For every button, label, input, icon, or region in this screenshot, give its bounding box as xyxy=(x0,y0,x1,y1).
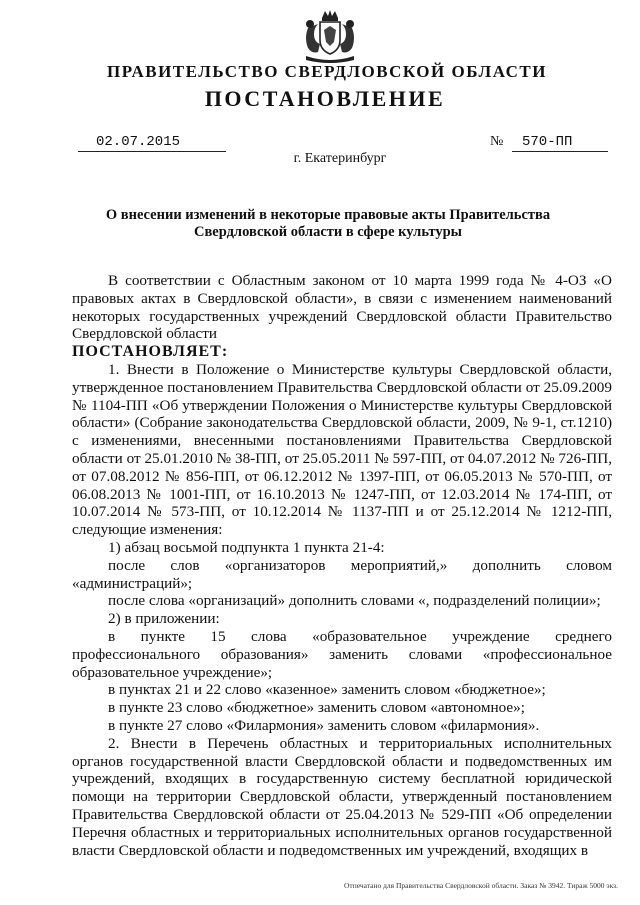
print-footer: Отпечатано для Правительства Свердловской области. Заказ № 3942. Тираж 5000 экз. xyxy=(344,881,618,890)
number-label: № xyxy=(490,134,504,149)
document-title: О внесении изменений в некоторые правовые акты Правительства Свердловской области в сфере культуры xyxy=(105,207,551,240)
document-body xyxy=(72,272,612,859)
subclause: после слов «организаторов мероприятий,» дополнить словом «администраций»; xyxy=(72,556,612,592)
subclause: 1) абзац восьмой подпункта 1 пункта 21-4: xyxy=(108,538,385,556)
coat-of-arms-icon xyxy=(300,8,360,66)
government-name: ПРАВИТЕЛЬСТВО СВЕРДЛОВСКОЙ ОБЛАСТИ xyxy=(107,62,547,81)
subclause: после слова «организаций» дополнить словами «, подразделений полиции»; xyxy=(108,592,601,610)
clause-2: 2. Внести в Перечень областных и территориальных исполнительных органов государственной власти Свердловской области и подведомственных им учреждений, входящих в государственную систему бесплатной юридической помощи на территории Свердловской области, утвержденный постановлением Правительства Свердловской области от 25.04.2013 № 529-ПП «Об определении Перечня областных и территориальных исполнительных органов государственной власти Свердловской области и подведомственных им учреждений, входящих в xyxy=(72,734,612,859)
document-type: ПОСТАНОВЛЕНИЕ xyxy=(204,86,446,111)
document-date: 02.07.2015 xyxy=(78,134,226,152)
preamble: В соответствии с Областным законом от 10 марта 1999 года № 4-ОЗ «О правовых актах в Свердловской области», в связи с изменением наименований некоторых государственных учреждений Свердловской области Правительство Свердловской области xyxy=(72,272,612,343)
subclause: в пункте 23 слово «бюджетное» заменить словом «автономное»; xyxy=(108,699,525,717)
subclause: 2) в приложении: xyxy=(108,610,220,628)
city: г. Екатеринбург xyxy=(293,151,387,166)
subclause: в пунктах 21 и 22 слово «казенное» заменить словом «бюджетное»; xyxy=(108,681,546,699)
document-number: 570-ПП xyxy=(512,134,608,152)
subclause: в пункте 15 слова «образовательное учреждение среднего профессионального образования» заменить словами «профессиональное образовательное учреждение»; xyxy=(72,627,612,681)
subclause: в пункте 27 слово «Филармония» заменить словом «филармония». xyxy=(108,716,540,734)
resolves-heading: ПОСТАНОВЛЯЕТ: xyxy=(72,343,229,361)
clause-1: 1. Внести в Положение о Министерстве культуры Свердловской области, утвержденное постановлением Правительства Свердловской области от 25.09.2009 № 1104-ПП «Об утверждении Положения о Министерстве культуры Свердловской области» (Собрание законодательства Свердловской области, 2009, № 9-1, ст.1210) с изменениями, внесенными постановлениями Правительства Свердловской области от 25.01.2010 № 38-ПП, от 25.05.2011 № 597-ПП, от 04.07.2012 № 726-ПП, от 07.08.2012 № 856-ПП, от 06.12.2012 № 1397-ПП, от 06.05.2013 № 570-ПП, от 06.08.2013 № 1001-ПП, от 16.10.2013 № 1247-ПП, от 12.03.2014 № 174-ПП, от 10.07.2014 № 573-ПП, от 10.12.2014 № 1137-ПП и от 25.12.2014 № 1212-ПП, следующие изменения: xyxy=(72,360,612,539)
